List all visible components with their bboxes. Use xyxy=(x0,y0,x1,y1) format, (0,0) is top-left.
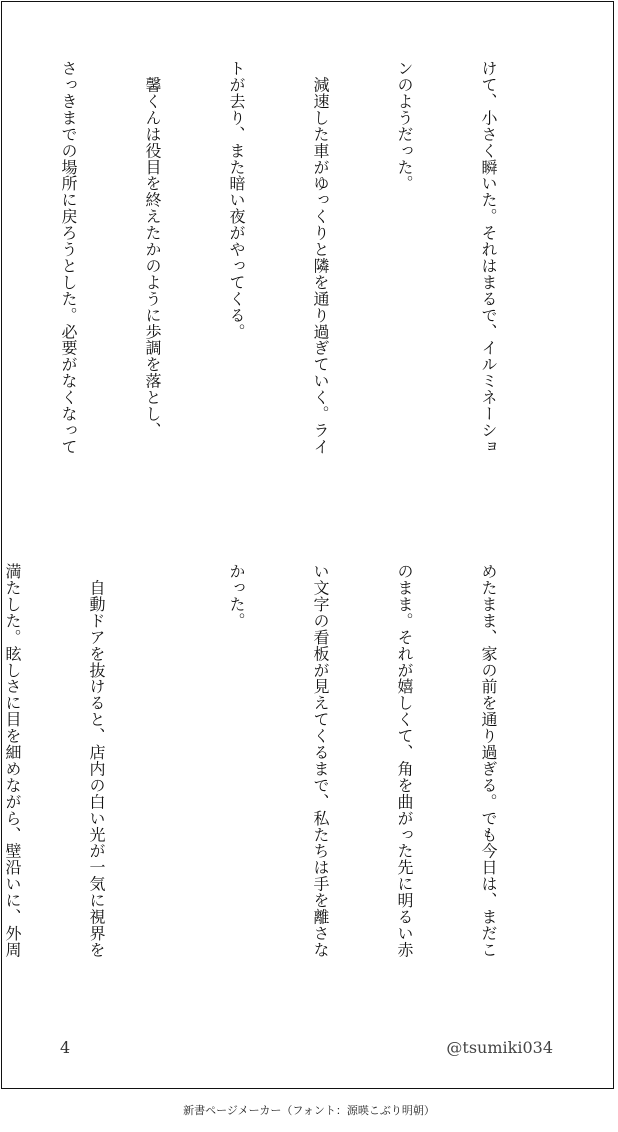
upper-text-block xyxy=(0,60,558,530)
page-number: 4 xyxy=(60,1038,71,1057)
text-column: 満たした。眩しさに目を細めながら、壁沿いに、外周 xyxy=(3,563,22,958)
text-column: さっきまでの場所に戻ろうとした。必要がなくなって xyxy=(59,60,78,455)
text-column: い文字の看板が見えてくるまで、私たちは手を離さな xyxy=(311,563,330,958)
text-column: 減速した車がゆっくりと隣を通り過ぎていく。ライ xyxy=(311,60,330,455)
text-column: のまま。それが嬉しくて、角を曲がった先に明るい赤 xyxy=(395,563,414,958)
text-column: かった。 xyxy=(227,563,246,629)
text-column: めたまま、家の前を通り過ぎる。でも今日は、まだこ xyxy=(479,563,498,958)
text-column: 馨くんは役目を終えたかのように歩調を落とし、 xyxy=(143,60,162,439)
text-column: 自動ドアを抜けると、店内の白い光が一気に視界を xyxy=(87,563,106,958)
text-column: けて、小さく瞬いた。それはまるで、イルミネーショ xyxy=(479,60,498,455)
lower-text-block xyxy=(0,563,558,1028)
text-column: ンのようだった。 xyxy=(395,60,414,192)
author-handle: @tsumiki034 xyxy=(446,1038,553,1057)
text-column: トが去り、また暗い夜がやってくる。 xyxy=(227,60,246,340)
footer-caption: 新書ページメーカー（フォント：源暎こぶり明朝） xyxy=(183,1104,435,1117)
page-frame xyxy=(1,1,614,1089)
